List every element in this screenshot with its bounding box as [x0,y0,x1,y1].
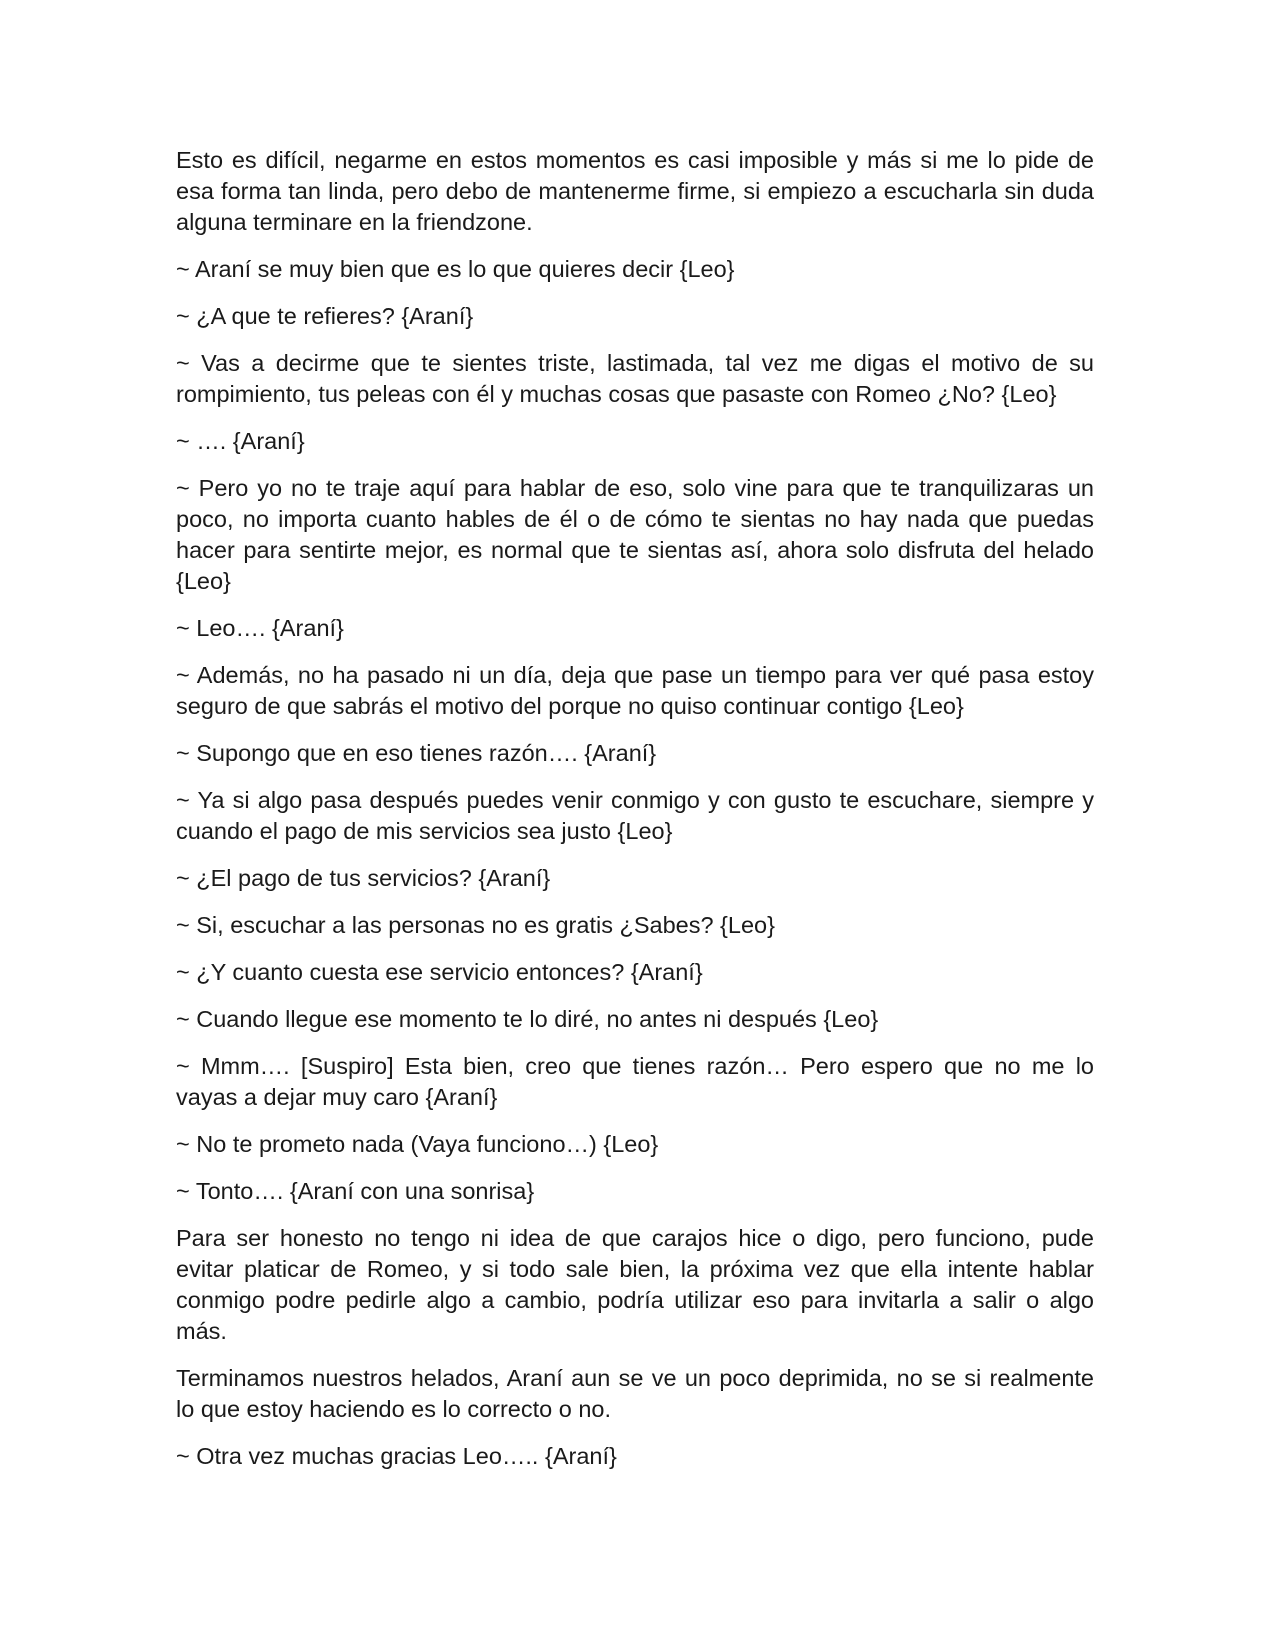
dialogue-line: ~ ¿El pago de tus servicios? {Araní} [176,865,551,891]
dialogue-line: ~ Si, escuchar a las personas no es gratis ¿Sabes? {Leo} [176,912,775,938]
dialogue-line: ~ Además, no ha pasado ni un día, deja que pase un tiempo para ver qué pasa estoy seguro de que sabrás el motivo del porque no quiso continuar contigo {Leo} [176,662,1094,719]
dialogue-line: ~ ¿Y cuanto cuesta ese servicio entonces? {Araní} [176,959,703,985]
dialogue-line: ~ …. {Araní} [176,428,305,454]
dialogue-line: ~ Araní se muy bien que es lo que quieres decir {Leo} [176,256,735,282]
dialogue-line: ~ Cuando llegue ese momento te lo diré, no antes ni después {Leo} [176,1006,879,1032]
dialogue-line: ~ Pero yo no te traje aquí para hablar de eso, solo vine para que te tranquilizaras un poco, no importa cuanto hables de él o de cómo te sientas no hay nada que puedas hacer para sentirte mejor, es normal que te sientas así, ahora solo disfruta del helado {Leo} [176,475,1094,594]
dialogue-line: ~ Leo…. {Araní} [176,615,344,641]
narration-paragraph: Esto es difícil, negarme en estos momentos es casi imposible y más si me lo pide de esa forma tan linda, pero debo de mantenerme firme, si empiezo a escucharla sin duda alguna terminare en la friendzone. [176,147,1094,235]
narration-paragraph: Terminamos nuestros helados, Araní aun se ve un poco deprimida, no se si realmente lo que estoy haciendo es lo correcto o no. [176,1365,1094,1422]
narration-paragraph: Para ser honesto no tengo ni idea de que carajos hice o digo, pero funciono, pude evitar platicar de Romeo, y si todo sale bien, la próxima vez que ella intente hablar conmigo podre pedirle algo a cambio, podría utilizar eso para invitarla a salir o algo más. [176,1225,1094,1344]
dialogue-line: ~ Mmm…. [Suspiro] Esta bien, creo que tienes razón… Pero espero que no me lo vayas a dejar muy caro {Araní} [176,1053,1094,1110]
dialogue-line: ~ Ya si algo pasa después puedes venir conmigo y con gusto te escuchare, siempre y cuando el pago de mis servicios sea justo {Leo} [176,787,1094,844]
document-page [176,145,1094,1488]
dialogue-line: ~ ¿A que te refieres? {Araní} [176,303,474,329]
dialogue-line: ~ Tonto…. {Araní con una sonrisa} [176,1178,535,1204]
dialogue-line: ~ Vas a decirme que te sientes triste, lastimada, tal vez me digas el motivo de su rompimiento, tus peleas con él y muchas cosas que pasaste con Romeo ¿No? {Leo} [176,350,1094,407]
dialogue-line: ~ Otra vez muchas gracias Leo….. {Araní} [176,1443,617,1469]
dialogue-line: ~ No te prometo nada (Vaya funciono…) {Leo} [176,1131,659,1157]
dialogue-line: ~ Supongo que en eso tienes razón…. {Araní} [176,740,657,766]
